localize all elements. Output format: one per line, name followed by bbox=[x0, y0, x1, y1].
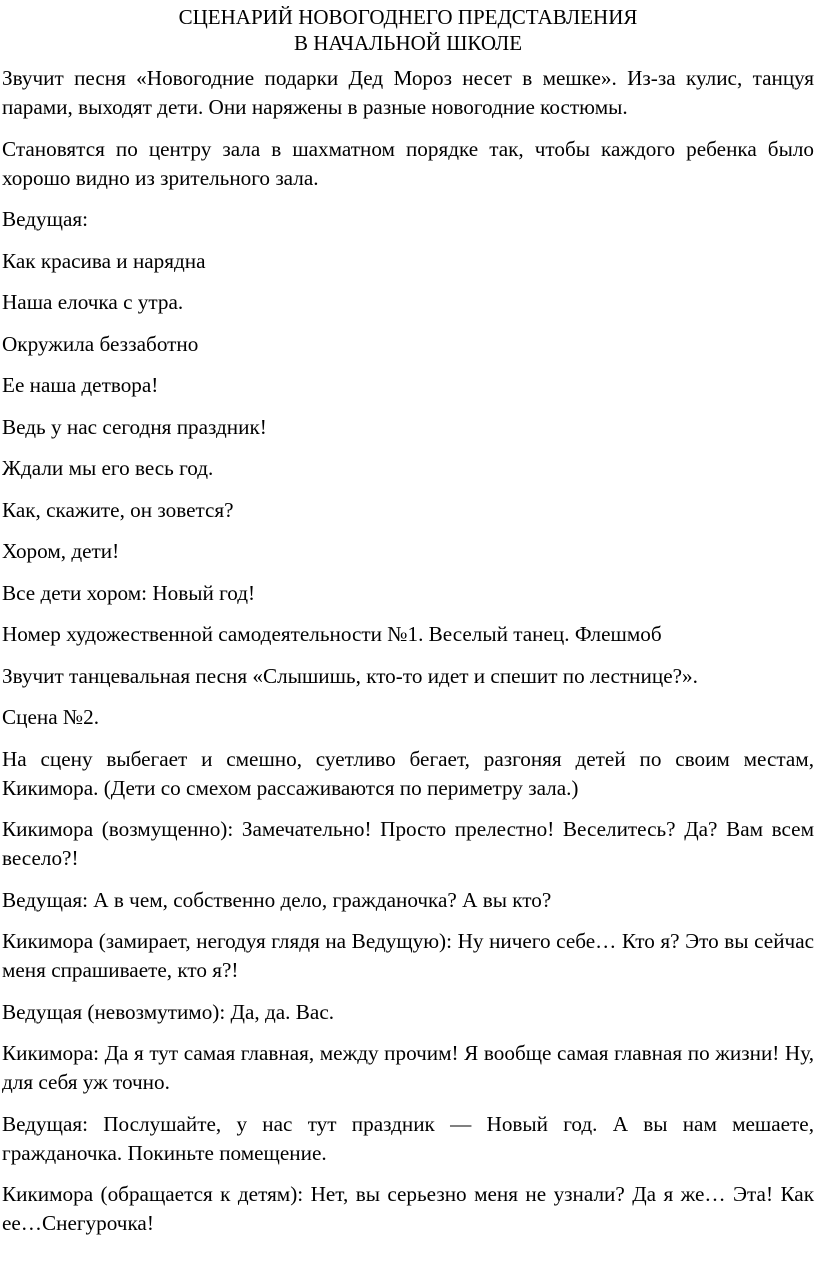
paragraph-host-label: Ведущая: bbox=[2, 207, 88, 231]
document-title bbox=[2, 4, 814, 56]
poem-line-3: Окружила беззаботно bbox=[2, 331, 199, 356]
paragraph-host-1: Ведущая: А в чем, собственно дело, гражданочка? А вы кто? bbox=[2, 887, 552, 912]
poem-line-5: Ведь у нас сегодня праздник! bbox=[2, 414, 267, 439]
paragraph-dance-song: Звучит танцевальная песня «Слышишь, кто-то идет и спешит по лестнице?». bbox=[2, 663, 698, 688]
paragraph-kikimora-4: Кикимора (обращается к детям): Нет, вы серьезно меня не узнали? Да я же… Эта! Как ее…Снегурочка! bbox=[2, 1182, 814, 1235]
paragraph-kikimora-enters: На сцену выбегает и смешно, суетливо бегает, разгоняя детей по своим местам, Кикимора. (Дети со смехом рассаживаются по периметру зала.) bbox=[2, 746, 814, 800]
paragraph-host-2: Ведущая (невозмутимо): Да, да. Вас. bbox=[2, 999, 335, 1024]
poem-line-2: Наша елочка с утра. bbox=[2, 290, 184, 314]
poem-line-8: Хором, дети! bbox=[2, 539, 120, 563]
poem-line-7: Как, скажите, он зовется? bbox=[2, 497, 234, 522]
poem-line-4: Ее наша детвора! bbox=[2, 373, 159, 397]
poem-line-1: Как красива и нарядна bbox=[2, 248, 206, 273]
paragraph-host-3: Ведущая: Послушайте, у нас тут праздник — Новый год. А вы нам мешаете, гражданочка. Покиньте помещение. bbox=[2, 1111, 814, 1165]
paragraph-children-chorus: Все дети хором: Новый год! bbox=[2, 580, 256, 605]
paragraph-kikimora-2: Кикимора (замирает, негодуя глядя на Ведущую): Ну ничего себе… Кто я? Это вы сейчас меня спрашиваете, кто я?! bbox=[2, 929, 814, 982]
paragraph-intro: Звучит песня «Новогодние подарки Дед Мороз несет в мешке». Из-за кулис, танцуя парами, выходят дети. Они наряжены в разные новогодние костюмы. bbox=[2, 66, 814, 119]
paragraph-number-1: Номер художественной самодеятельности №1. Веселый танец. Флешмоб bbox=[2, 622, 662, 646]
paragraph-kikimora-3: Кикимора: Да я тут самая главная, между прочим! Я вообще самая главная по жизни! Ну, для себя уж точно. bbox=[2, 1041, 814, 1094]
title-line-2: В НАЧАЛЬНОЙ ШКОЛЕ bbox=[293, 31, 523, 55]
poem-line-6: Ждали мы его весь год. bbox=[2, 456, 214, 480]
paragraph-scene-2: Сцена №2. bbox=[2, 705, 100, 729]
title-line-1: СЦЕНАРИЙ НОВОГОДНЕГО ПРЕДСТАВЛЕНИЯ bbox=[178, 5, 638, 29]
paragraph-kikimora-1: Кикимора (возмущенно): Замечательно! Просто прелестно! Веселитесь? Да? Вам всем весело?! bbox=[2, 817, 814, 870]
paragraph-positioning: Становятся по центру зала в шахматном порядке так, чтобы каждого ребенка было хорошо видно из зрительного зала. bbox=[2, 136, 814, 190]
